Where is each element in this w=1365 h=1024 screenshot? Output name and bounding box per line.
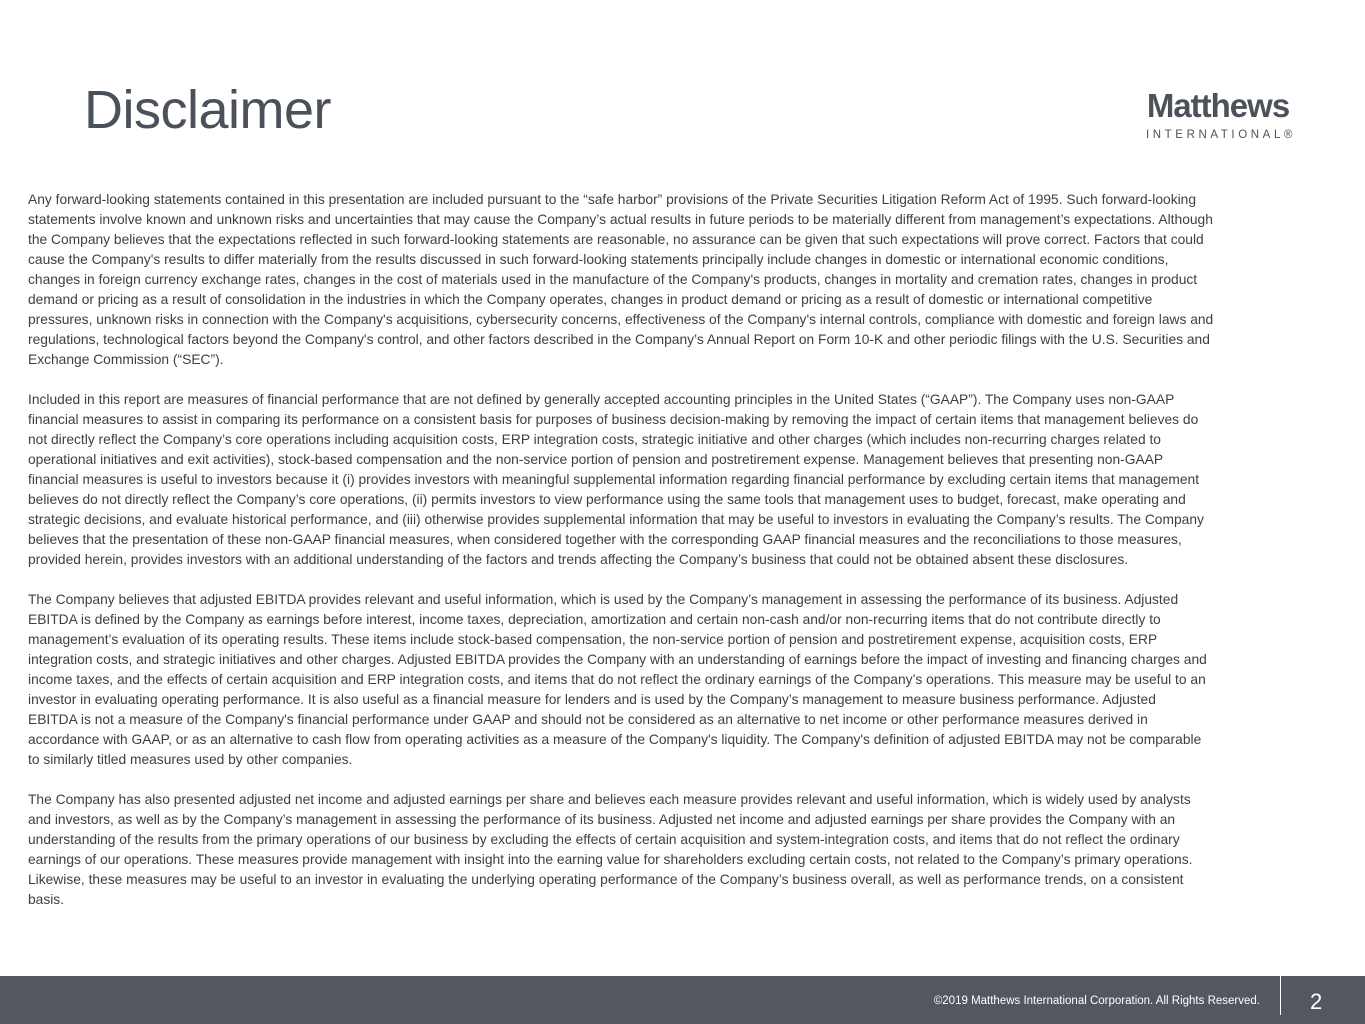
- copyright-notice: ©2019 Matthews International Corporation. All Rights Reserved.: [933, 995, 1260, 1007]
- footer-bar: [0, 976, 1365, 1024]
- page-number: 2: [1310, 989, 1323, 1014]
- paragraph-forward-looking: Any forward-looking statements contained in this presentation are included pursuant to the “safe harbor” provisions of the Private Securities Litigation Reform Act of 1995. Such forward-looking statements involve known and unknown risks and uncertainties that may cause the Company’s actual results in future periods to be materially different from management’s expectations. Although the Company believes that the expectations reflected in such forward-looking statements are reasonable, no assurance can be given that such expectations will prove correct. Factors that could cause the Company's results to differ materially from the results discussed in such forward-looking statements principally include changes in domestic or international economic conditions, changes in foreign currency exchange rates, changes in the cost of materials used in the manufacture of the Company's products, changes in mortality and cremation rates, changes in product demand or pricing as a result of consolidation in the industries in which the Company operates, changes in product demand or pricing as a result of domestic or international competitive pressures, unknown risks in connection with the Company's acquisitions, cybersecurity concerns, effectiveness of the Company's internal controls, compliance with domestic and foreign laws and regulations, technological factors beyond the Company's control, and other factors described in the Company’s Annual Report on Form 10-K and other periodic filings with the U.S. Securities and Exchange Commission (“SEC”).: [28, 192, 1214, 367]
- logo-subtitle: INTERNATIONAL®: [1145, 129, 1297, 141]
- disclaimer-body: [28, 190, 1340, 930]
- page-title: Disclaimer: [84, 80, 332, 140]
- footer-divider: [1280, 976, 1281, 1015]
- paragraph-adjusted-ebitda: The Company believes that adjusted EBITDA provides relevant and useful information, which is used by the Company’s management in assessing the performance of its business. Adjusted EBITDA is defined by the Company as earnings before interest, income taxes, depreciation, amortization and certain non-cash and/or non-recurring items that do not contribute directly to management’s evaluation of its operating results. These items include stock-based compensation, the non-service portion of pension and postretirement expense, acquisition costs, ERP integration costs, and strategic initiatives and other charges. Adjusted EBITDA provides the Company with an understanding of earnings before the impact of investing and financing charges and income taxes, and the effects of certain acquisition and ERP integration costs, and items that do not reflect the ordinary earnings of the Company’s operations. This measure may be useful to an investor in evaluating operating performance. It is also useful as a financial measure for lenders and is used by the Company’s management to measure business performance. Adjusted EBITDA is not a measure of the Company's financial performance under GAAP and should not be considered as an alternative to net income or other performance measures derived in accordance with GAAP, or as an alternative to cash flow from operating activities as a measure of the Company's liquidity. The Company's definition of adjusted EBITDA may not be comparable to similarly titled measures used by other companies.: [28, 592, 1207, 767]
- paragraph-non-gaap: Included in this report are measures of financial performance that are not defined by generally accepted accounting principles in the United States (“GAAP”). The Company uses non-GAAP financial measures to assist in comparing its performance on a consistent basis for purposes of business decision-making by removing the impact of certain items that management believes do not directly reflect the Company’s core operations including acquisition costs, ERP integration costs, strategic initiative and other charges (which includes non-recurring charges related to operational initiatives and exit activities), stock-based compensation and the non-service portion of pension and postretirement expense. Management believes that presenting non-GAAP financial measures is useful to investors because it (i) provides investors with meaningful supplemental information regarding financial performance by excluding certain items that management believes do not directly reflect the Company’s core operations, (ii) permits investors to view performance using the same tools that management uses to budget, forecast, make operating and strategic decisions, and evaluate historical performance, and (iii) otherwise provides supplemental information that may be useful to investors in evaluating the Company’s results. The Company believes that the presentation of these non-GAAP financial measures, when considered together with the corresponding GAAP financial measures and the reconciliations to those measures, provided herein, provides investors with an additional understanding of the factors and trends affecting the Company’s business that could not be obtained absent these disclosures.: [28, 392, 1204, 567]
- logo-wordmark: Matthews: [1146, 87, 1290, 124]
- company-logo: [1132, 88, 1304, 142]
- paragraph-adjusted-net-income: The Company has also presented adjusted net income and adjusted earnings per share and believes each measure provides relevant and useful information, which is widely used by analysts and investors, as well as by the Company’s management in assessing the performance of its business. Adjusted net income and adjusted earnings per share provides the Company with an understanding of the results from the primary operations of our business by excluding the effects of certain acquisition and system-integration costs, and items that do not reflect the ordinary earnings of our operations. These measures provide management with insight into the earning value for shareholders excluding certain costs, not related to the Company’s primary operations. Likewise, these measures may be useful to an investor in evaluating the underlying operating performance of the Company’s business overall, as well as performance trends, on a consistent basis.: [28, 792, 1193, 907]
